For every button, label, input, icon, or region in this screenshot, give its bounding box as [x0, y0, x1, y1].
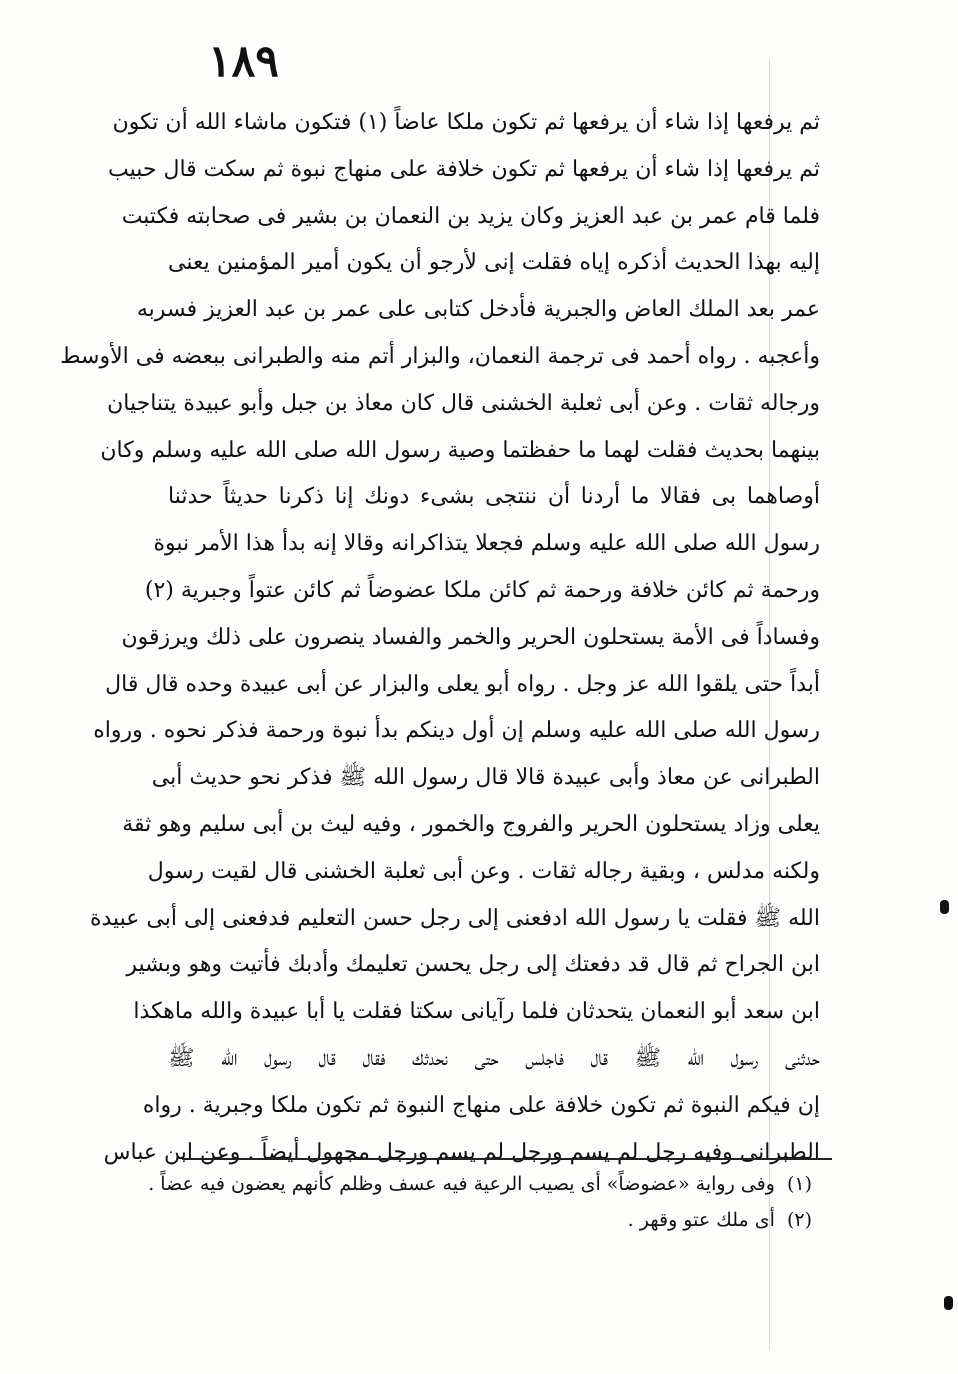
text-line: ثم يرفعها إذا شاء أن يرفعها ثم تكون ملكا عاضاً (١) فتكون ماشاء الله أن تكون — [112, 110, 820, 135]
main-text-block — [60, 100, 820, 1176]
text-line: أوصاهما بى فقالا ما أردنا أن ننتجى بشىء دونك إنا ذكرنا حديثاً حدثنا — [168, 484, 820, 510]
text-line: فلما قام عمر بن عبد العزيز وكان يزيد بن النعمان بن بشير فى صحابته فكتبت — [121, 203, 820, 229]
text-line: الطبرانى عن معاذ وأبى عبيدة قالا قال رسول الله ﷺ فذكر نحو حديث أبى — [151, 765, 820, 791]
footnotes-block — [148, 1166, 812, 1238]
text-line: بينهما بحديث فقلت لهما ما حفظتما وصية رسول الله صلى الله عليه وسلم وكان — [100, 437, 820, 463]
text-line: وأعجبه . رواه أحمد فى ترجمة النعمان، والبزار أتم منه والطبرانى ببعضه فى الأوسط — [60, 343, 820, 369]
footnote-number: (٢) — [786, 1209, 812, 1231]
text-line: يعلى وزاد يستحلون الحرير والفروج والخمور ، وفيه ليث بن أبى سليم وهو ثقة — [122, 811, 820, 837]
text-line: إن فيكم النبوة ثم تكون خلافة على منهاج النبوة ثم تكون ملكا وجبرية . رواه — [142, 1092, 820, 1118]
text-line: وفساداً فى الأمة يستحلون الحرير والخمر والفساد ينصرون على ذلك ويرزقون — [121, 624, 820, 650]
text-line: عمر بعد الملك العاض والجبرية فأدخل كتابى على عمر بن عبد العزيز فسربه — [136, 297, 820, 323]
text-line: ثم يرفعها إذا شاء أن يرفعها ثم تكون خلافة على منهاج نبوة ثم سكت قال حبيب — [107, 156, 820, 182]
footnote-number: (١) — [786, 1173, 812, 1195]
text-line: ابن الجراح ثم قال قد دفعتك إلى رجل يحسن تعليمك وأدبك فأتيت وهو وبشير — [126, 952, 820, 978]
text-line: إليه بهذا الحديث أذكره إياه فقلت إنى لأرجو أن يكون أمير المؤمنين يعنى — [168, 250, 820, 276]
footnote — [180, 1202, 812, 1238]
text-line: ابن سعد أبو النعمان يتحدثان فلما رآيانى سكتا فقلت يا أبا عبيدة والله ماهكذا — [133, 999, 820, 1025]
text-line: حدثنى رسول الله ﷺ قال فاجلس حتى نحدثك فقال قال رسول الله ﷺ — [168, 1045, 820, 1071]
page-number: ١٨٩ — [208, 36, 279, 87]
scan-speck — [944, 1296, 953, 1310]
footnote-text: وفى رواية «عضوضاً» أى يصيب الرعية فيه عسف وظلم كأنهم يعضون فيه عضاً . — [148, 1173, 775, 1195]
text-line: أبداً حتى يلقوا الله عز وجل . رواه أبو يعلى والبزار عن أبى عبيدة وحده قال قال — [105, 671, 820, 697]
text-line: الله ﷺ فقلت يا رسول الله ادفعنى إلى رجل حسن التعليم فدفعنى إلى أبى عبيدة — [89, 905, 820, 931]
footnote — [148, 1166, 812, 1202]
text-line: الطبرانى وفيه رجل لم يسم ورجل لم يسم ورجل مجهول أيضاً . وعن ابن عباس — [103, 1139, 820, 1165]
scan-speck — [940, 900, 949, 914]
text-line: رسول الله صلى الله عليه وسلم إن أول دينكم بدأ نبوة ورحمة فذكر نحوه . ورواه — [93, 718, 820, 744]
footnote-text: أى ملك عتو وقهر . — [627, 1209, 775, 1231]
footnote-separator-rule — [182, 1158, 832, 1160]
text-line: ورحمة ثم كائن خلافة ورحمة ثم كائن ملكا عضوضاً ثم كائن عتواً وجبرية (٢) — [144, 577, 820, 603]
text-line: ولكنه مدلس ، وبقية رجاله ثقات . وعن أبى ثعلبة الخشنى قال لقيت رسول — [147, 858, 820, 884]
text-line: رسول الله صلى الله عليه وسلم فجعلا يتذاكرانه وقالا إنه بدأ هذا الأمر نبوة — [153, 531, 820, 557]
text-line: ورجاله ثقات . وعن أبى ثعلبة الخشنى قال كان معاذ بن جبل وأبو عبيدة يتناجيان — [107, 390, 820, 416]
